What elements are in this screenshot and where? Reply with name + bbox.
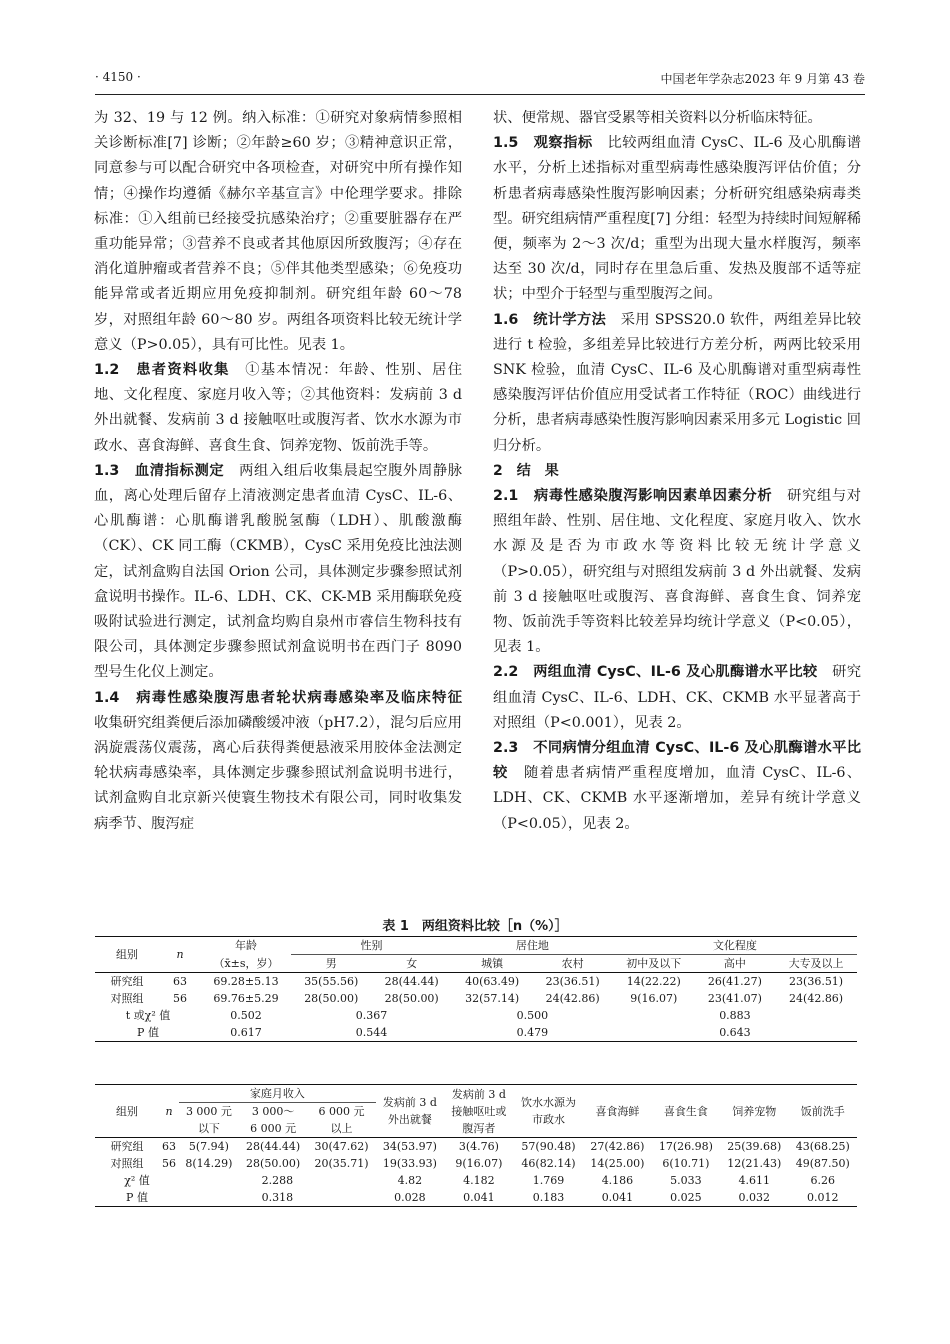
- paragraph-text: 研究组血清 CysC、IL-6、LDH、CK、CKMB 水平显著高于对照组（P<0.001），见表 2。: [493, 664, 861, 731]
- table-cell: 69.28±5.13: [213, 975, 279, 988]
- table-cell: 56: [173, 992, 187, 1005]
- table-cell: 28(44.44): [384, 975, 439, 988]
- paragraph-text: 状、便常规、器官受累等相关资料以分析临床特征。: [493, 110, 822, 126]
- table-cell: 研究组: [110, 975, 144, 988]
- table1-part1: [95, 936, 857, 1042]
- col-header: 以下: [197, 1122, 220, 1135]
- table-cell: 14(25.00): [590, 1157, 645, 1170]
- table-cell: 63: [173, 975, 187, 988]
- col-header: 文化程度: [613, 937, 857, 955]
- table-cell: 0.032: [738, 1191, 771, 1204]
- table-cell: 12(21.43): [727, 1157, 782, 1170]
- table-cell: 4.611: [738, 1174, 771, 1187]
- subsection-number: 1.3: [94, 462, 120, 479]
- paragraph: [94, 686, 462, 837]
- subsection-number: 2.2: [493, 664, 519, 681]
- table-cell: 0.012: [807, 1191, 839, 1204]
- table-cell: 0.041: [463, 1191, 495, 1204]
- table-cell: 17(26.98): [658, 1140, 713, 1153]
- paragraph-text: 采用 SPSS20.0 软件，两组差异比较进行 t 检验，多组差异比较进行方差分析，两两比较采用 SNK 检验，血清 CysC、IL-6 及心肌酶谱对重型病毒性感染腹泻评估价值应用受试者工作特征（ROC）曲线进行分析，患者病毒感染性腹泻影响因素采用多元 Logistic 回归分析。: [493, 311, 862, 454]
- col-header: n: [176, 948, 184, 961]
- table-cell: P 值: [126, 1191, 148, 1204]
- section-heading: 2 结 果: [493, 462, 559, 479]
- col-header: 高中: [723, 957, 746, 970]
- col-header: 组别: [116, 1104, 138, 1118]
- col-header: 3 000 元: [185, 1105, 232, 1118]
- table-cell: 23(36.51): [545, 975, 600, 988]
- table-cell: 4.182: [463, 1174, 495, 1187]
- col-header: 组别: [116, 948, 138, 961]
- table-cell: P 值: [137, 1026, 159, 1039]
- col-header: 饲养宠物: [732, 1104, 777, 1118]
- table1-title: 表 1 两组资料比较［n（%）］: [382, 919, 568, 934]
- table-row: [95, 1138, 857, 1156]
- subsection-number: 1.4: [94, 689, 120, 706]
- table-cell: 0.500: [516, 1009, 549, 1022]
- table-cell: 0.025: [670, 1191, 702, 1204]
- paragraph: [94, 358, 462, 459]
- paragraph-text: 比较两组血清 CysC、IL-6 及心肌酶谱水平，分析上述指标对重型病毒性感染腹泻评估价值；分析患者病毒感染性腹泻影响因素；分析研究组感染病毒类型。研究组病情严重程度[7] 分组：轻型为持续时间短解稀便，频率为 2～3 次/d；重型为出现大量水样腹泻，频率达至 30 次/d，同时存在里急后重、发热及腹部不适等症状；中型介于轻型与重型腹泻之间。: [493, 135, 862, 303]
- col-header: 发病前 3 d 外出就餐: [382, 1096, 437, 1126]
- table-cell: 32(57.14): [465, 992, 520, 1005]
- col-header: 以上: [330, 1122, 353, 1135]
- col-header: 6 000 元: [318, 1105, 365, 1118]
- col-header: 饮水水源为 市政水: [520, 1096, 576, 1126]
- table-cell: 6.26: [810, 1174, 835, 1187]
- table-cell: 20(35.71): [314, 1157, 369, 1170]
- table-cell: 5(7.94): [188, 1140, 229, 1153]
- col-header: n: [165, 1104, 173, 1118]
- paragraph: [94, 106, 462, 358]
- table-cell: 4.186: [601, 1174, 634, 1187]
- table-cell: 8(14.29): [185, 1157, 233, 1170]
- col-header: 喜食生食: [663, 1104, 708, 1118]
- table-cell: 46(82.14): [521, 1157, 576, 1170]
- table-cell: 69.76±5.29: [213, 992, 279, 1005]
- paragraph-text: 随着患者病情严重程度增加，血清 CysC、IL-6、LDH、CK、CKMB 水平逐渐增加，差异有统计学意义（P<0.05），见表 2。: [493, 765, 862, 832]
- journal-info: 中国老年学杂志2023 年 9 月第 43 卷: [660, 72, 865, 86]
- subsection-heading: 观察指标: [533, 135, 593, 152]
- table-cell: χ² 值: [124, 1174, 150, 1187]
- paragraph-text: 为 32、19 与 12 例。纳入标准：①研究对象病情参照相关诊断标准[7] 诊断；②年龄≥60 岁；③精神意识正常，同意参与可以配合研究中各项检查，对研究中所有操作知情；④操作均遵循《赫尔辛基宣言》中伦理学要求。排除标准：①入组前已经接受抗感染治疗；②重要脏器存在严重功能异常；③营养不良或者其他原因所致腹泻；④存在消化道肿瘤或者营养不良；⑤伴其他类型感染；⑥免疫功能异常或者近期应用免疫抑制剂。研究组年龄 60～78 岁，对照组年龄 60～80 岁。两组各项资料比较无统计学意义（P>0.05），具有可比性。见表 1。: [94, 110, 462, 353]
- table-cell: 1.769: [532, 1174, 565, 1187]
- table-cell: t 或χ² 值: [125, 1009, 171, 1022]
- paragraph: [493, 131, 861, 307]
- table-cell: 0.028: [394, 1191, 426, 1204]
- col-header: 发病前 3 d 接触呕吐或 腹泻者: [451, 1087, 507, 1135]
- table-cell: 对照组: [110, 992, 144, 1005]
- table-row: [95, 1172, 857, 1189]
- table-cell: 0.617: [230, 1026, 262, 1039]
- table-row: [95, 1024, 857, 1042]
- table-cell: 0.643: [719, 1026, 751, 1039]
- page-number: · 4150 ·: [95, 70, 141, 84]
- subsection-heading: 不同病情分组血清 CysC、IL-6 及心肌酶谱水平比较: [493, 740, 862, 782]
- subsection-number: 1.2: [94, 362, 120, 379]
- paragraph-text: 收集研究组粪便后添加磷酸缓冲液（pH7.2），混匀后应用涡旋震荡仪震荡，离心后获得粪便悬液采用胶体金法测定轮状病毒感染率，具体测定步骤参照试剂盒说明书进行，试剂盒购自北京新兴使寰生物技术有限公司，同时收集发病季节、腹泻症: [94, 714, 462, 832]
- table-cell: 28(50.00): [304, 992, 359, 1005]
- paragraph-text: 两组入组后收集晨起空腹外周静脉血，离心处理后留存上清液测定患者血清 CysC、IL-6、心肌酶谱：心肌酶谱乳酸脱氢酶（LDH）、肌酸激酶（CK）、CK 同工酶（CKMB），CysC 采用免疫比浊法测定，试剂盒购自法国 Orion 公司，具体测定步骤参照试剂盒说明书操作。IL-6、LDH、CK、CK-MB 采用酶联免疫吸附试验进行测定，试剂盒均购自泉州市睿信生物科技有限公司，具体测定步骤参照试剂盒说明书在西门子 8090 型号生化仪上测定。: [94, 462, 463, 681]
- table-cell: 30(47.62): [314, 1140, 369, 1153]
- table-cell: 40(63.49): [465, 975, 520, 988]
- table-cell: 对照组: [110, 1157, 144, 1170]
- table-cell: 63: [162, 1140, 176, 1153]
- paragraph: [493, 106, 861, 131]
- table-row: [95, 1155, 857, 1172]
- paragraph: [493, 308, 861, 459]
- table-cell: 28(50.00): [384, 992, 439, 1005]
- col-header: 喜食海鲜: [595, 1104, 640, 1118]
- table-cell: 56: [162, 1157, 176, 1170]
- subsection-number: 1.5: [493, 135, 519, 152]
- table-cell: 0.318: [261, 1191, 294, 1204]
- col-header: 6 000 元: [250, 1122, 297, 1135]
- col-header: 大专及以上: [788, 957, 844, 970]
- table-cell: 0.544: [355, 1026, 388, 1039]
- col-header: 居住地: [452, 937, 613, 955]
- page-header: [95, 66, 865, 95]
- table-cell: 4.82: [397, 1174, 423, 1187]
- table-cell: 6(10.71): [662, 1157, 710, 1170]
- col-header: 性别: [291, 937, 452, 955]
- table-cell: 14(22.22): [626, 975, 681, 988]
- table-cell: 28(44.44): [246, 1140, 301, 1153]
- col-header: 初中及以下: [626, 957, 682, 970]
- subsection-heading: 两组血清 CysC、IL-6 及心肌酶谱水平比较: [533, 664, 818, 681]
- paragraph-text: ①基本情况：年龄、性别、居住地、文化程度、家庭月收入等；②其他资料：发病前 3 d外出就餐、发病前 3 d 接触呕吐或腹泻者、饮水水源为市政水、喜食海鲜、喜食生食、饲养宠物、饭前洗手等。: [94, 362, 463, 454]
- subsection-number: 1.6: [493, 311, 519, 328]
- table-cell: 0.479: [516, 1026, 549, 1039]
- paragraph: [493, 736, 861, 837]
- table1-part2: [95, 1084, 857, 1207]
- paragraph-text: 研究组与对照组年龄、性别、居住地、文化程度、家庭月收入、饮水水源及是否为市政水等资料比较无统计学意义（P>0.05），研究组与对照组发病前 3 d 外出就餐、发病前 3 d 接触呕吐或腹泻、喜食海鲜、喜食生食、饲养宠物、饭前洗手等资料比较差异均统计学意义（P<0.05），见表 1。: [493, 488, 862, 656]
- right-column: [493, 106, 861, 837]
- paragraph: [493, 660, 861, 736]
- table-cell: 23(36.51): [789, 975, 844, 988]
- table-cell: 26(41.27): [707, 975, 762, 988]
- subsection-number: 2.1: [493, 488, 519, 505]
- table-cell: 19(33.93): [382, 1157, 437, 1170]
- table-cell: 43(68.25): [795, 1140, 850, 1153]
- table-cell: 27(42.86): [590, 1140, 645, 1153]
- col-header: 女: [406, 957, 418, 970]
- table-cell: 0.041: [601, 1191, 634, 1204]
- left-column: [94, 106, 462, 837]
- table-cell: 35(55.56): [304, 975, 359, 988]
- col-header: 农村: [561, 957, 584, 970]
- subsection-heading: 病毒性感染腹泻影响因素单因素分析: [533, 488, 773, 505]
- table-row: [95, 1007, 857, 1024]
- col-header: 城镇: [481, 957, 504, 970]
- subsection-heading: 病毒性感染腹泻患者轮状病毒感染率及临床特征: [136, 689, 463, 706]
- table-cell: 28(50.00): [246, 1157, 301, 1170]
- table-cell: 0.883: [719, 1009, 751, 1022]
- col-header: 年龄: [235, 939, 257, 953]
- col-header: （x̄±s，岁）: [213, 956, 279, 970]
- col-header: 饭前洗手: [800, 1104, 845, 1118]
- table-cell: 5.033: [670, 1174, 702, 1187]
- table-cell: 3(4.76): [458, 1140, 499, 1153]
- table-row: [95, 973, 857, 991]
- subsection-number: 2.3: [493, 740, 519, 757]
- paragraph: [493, 484, 861, 660]
- table-cell: 34(53.97): [382, 1140, 437, 1153]
- table-cell: 25(39.68): [727, 1140, 782, 1153]
- table-cell: 0.367: [355, 1009, 388, 1022]
- subsection-heading: 血清指标测定: [134, 462, 225, 479]
- table-row: [95, 1189, 857, 1207]
- subsection-heading: 患者资料收集: [136, 362, 230, 379]
- table-cell: 23(41.07): [707, 992, 762, 1005]
- col-header: 3 000～: [251, 1105, 295, 1118]
- col-header: 男: [325, 957, 337, 970]
- table-cell: 0.502: [230, 1009, 262, 1022]
- table-cell: 0.183: [532, 1191, 565, 1204]
- subsection-heading: 统计学方法: [533, 311, 607, 328]
- table-cell: 49(87.50): [795, 1157, 850, 1170]
- table-cell: 24(42.86): [789, 992, 844, 1005]
- table-cell: 9(16.07): [630, 992, 678, 1005]
- table-cell: 57(90.48): [521, 1140, 576, 1153]
- table-cell: 9(16.07): [455, 1157, 503, 1170]
- table-cell: 2.288: [261, 1174, 294, 1187]
- col-header: 家庭月收入: [179, 1085, 376, 1103]
- table-cell: 24(42.86): [545, 992, 600, 1005]
- paragraph: [94, 459, 462, 686]
- table-cell: 研究组: [110, 1140, 144, 1153]
- table-row: [95, 990, 857, 1007]
